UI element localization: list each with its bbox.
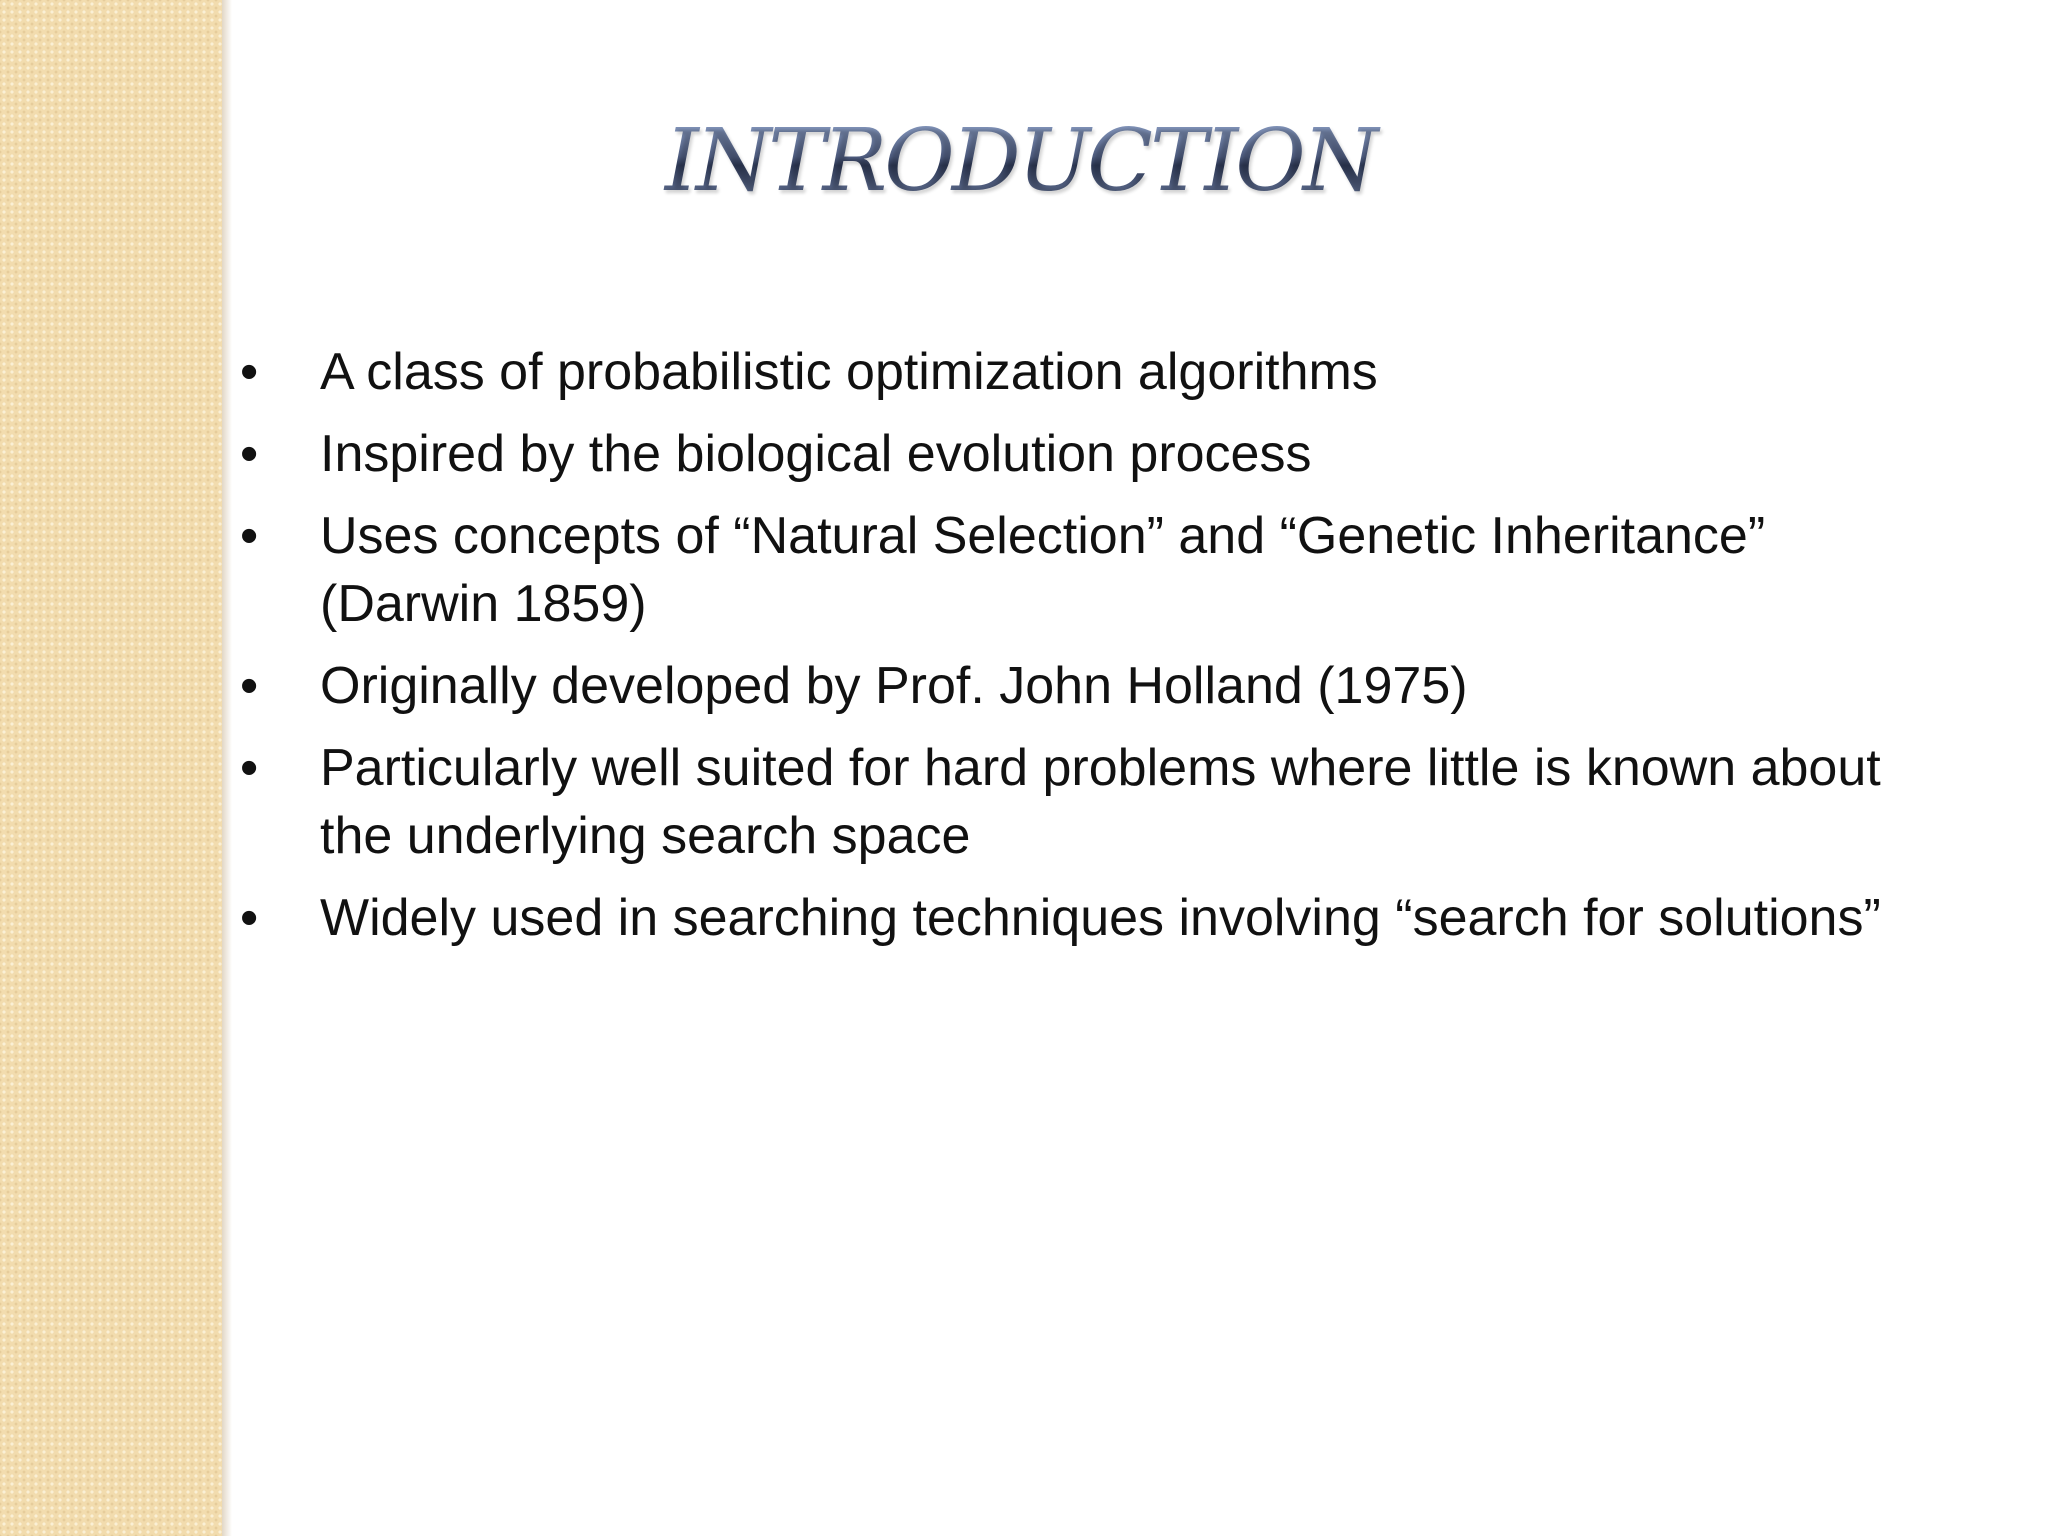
bullet-text: Originally developed by Prof. John Holland (1975) bbox=[320, 657, 1468, 715]
bullet-list bbox=[240, 338, 1940, 966]
bullet-item bbox=[240, 652, 1940, 720]
bullet-dot-icon: • bbox=[240, 343, 259, 401]
decorative-side-band bbox=[0, 0, 222, 1536]
bullet-dot-icon: • bbox=[240, 889, 259, 947]
bullet-text: A class of probabilistic optimization algorithms bbox=[320, 343, 1378, 401]
bullet-dot-icon: • bbox=[240, 657, 259, 715]
bullet-item bbox=[240, 338, 1940, 406]
bullet-item bbox=[240, 502, 1940, 638]
bullet-text: Uses concepts of “Natural Selection” and “Genetic Inheritance” (Darwin 1859) bbox=[320, 507, 1766, 633]
bullet-item bbox=[240, 884, 1940, 952]
bullet-item bbox=[240, 734, 1940, 870]
bullet-text: Widely used in searching techniques involving “search for solutions” bbox=[320, 889, 1881, 947]
side-band-shadow bbox=[222, 0, 232, 1536]
bullet-item bbox=[240, 420, 1940, 488]
bullet-dot-icon: • bbox=[240, 739, 259, 797]
bullet-text: Particularly well suited for hard problems where little is known about the underlying search space bbox=[320, 739, 1881, 865]
bullet-text: Inspired by the biological evolution process bbox=[320, 425, 1312, 483]
slide-title: INTRODUCTION bbox=[600, 118, 1440, 204]
bullet-dot-icon: • bbox=[240, 507, 259, 565]
bullet-dot-icon: • bbox=[240, 425, 259, 483]
